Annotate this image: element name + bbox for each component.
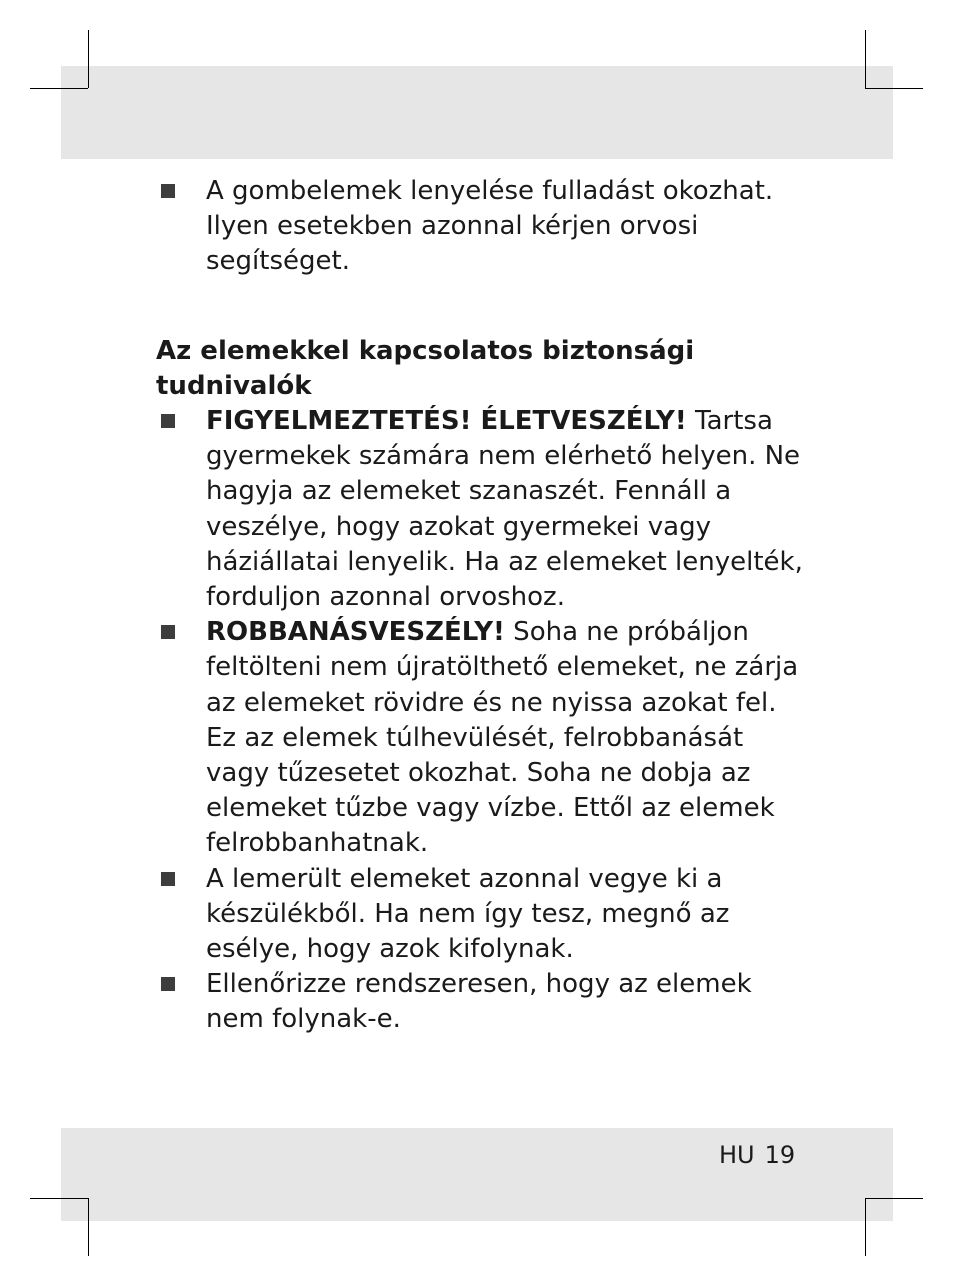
crop-mark — [865, 88, 923, 89]
square-bullet-icon — [161, 184, 175, 198]
crop-mark — [30, 1198, 88, 1199]
page-footer — [719, 1140, 795, 1170]
list-item — [156, 967, 806, 1037]
header-band — [61, 66, 893, 159]
crop-mark — [865, 1198, 923, 1199]
crop-mark — [88, 1198, 89, 1256]
square-bullet-icon — [161, 414, 175, 428]
page-number: 19 — [764, 1141, 796, 1169]
square-bullet-icon — [161, 872, 175, 886]
square-bullet-icon — [161, 977, 175, 991]
crop-mark — [30, 88, 88, 89]
list-item-text: Ellenőrizze rendszeresen, hogy az elemek nem folynak-e. — [206, 969, 752, 1035]
crop-mark — [865, 30, 866, 88]
list-item-text: Tartsa gyermekek számára nem elérhető helyen. Ne hagyja az elemeket szanaszét. Fennáll a veszélye, hogy azokat gyermekei vagy háziállatai lenyelik. Ha az elemeket lenyelték, forduljon azonnal orvoshoz. — [206, 406, 803, 613]
list-item — [156, 615, 806, 861]
language-code: HU — [719, 1141, 755, 1169]
list-item — [156, 404, 806, 615]
list-item-text: A gombelemek lenyelése fulladást okozhat. Ilyen esetekben azonnal kérjen orvosi segítséget. — [206, 176, 774, 277]
square-bullet-icon — [161, 625, 175, 639]
list-item-text: A lemerült elemeket azonnal vegye ki a készülékből. Ha nem így tesz, megnő az esélye, hogy azok kifolynak. — [206, 863, 730, 965]
list-item-text: Soha ne próbáljon feltölteni nem újratölthető elemeket, ne zárja az elemeket rövidre és ne nyissa azokat fel. Ez az elemek túlhevülését, felrobbanását vagy tűzesetet okozhat. Soha ne dobja az elemeket tűzbe vagy vízbe. Ettől az elemek felrobbanhatnak. — [206, 617, 799, 859]
crop-mark — [88, 30, 89, 88]
section-heading: Az elemekkel kapcsolatos biztonsági tudnivalók — [156, 335, 695, 401]
list-item — [156, 862, 806, 968]
list-item — [156, 174, 806, 280]
page-content — [156, 174, 806, 1038]
crop-mark — [865, 1198, 866, 1256]
warning-label: FIGYELMEZTETÉS! ÉLETVESZÉLY! — [206, 406, 687, 437]
warning-label: ROBBANÁSVESZÉLY! — [206, 617, 505, 648]
